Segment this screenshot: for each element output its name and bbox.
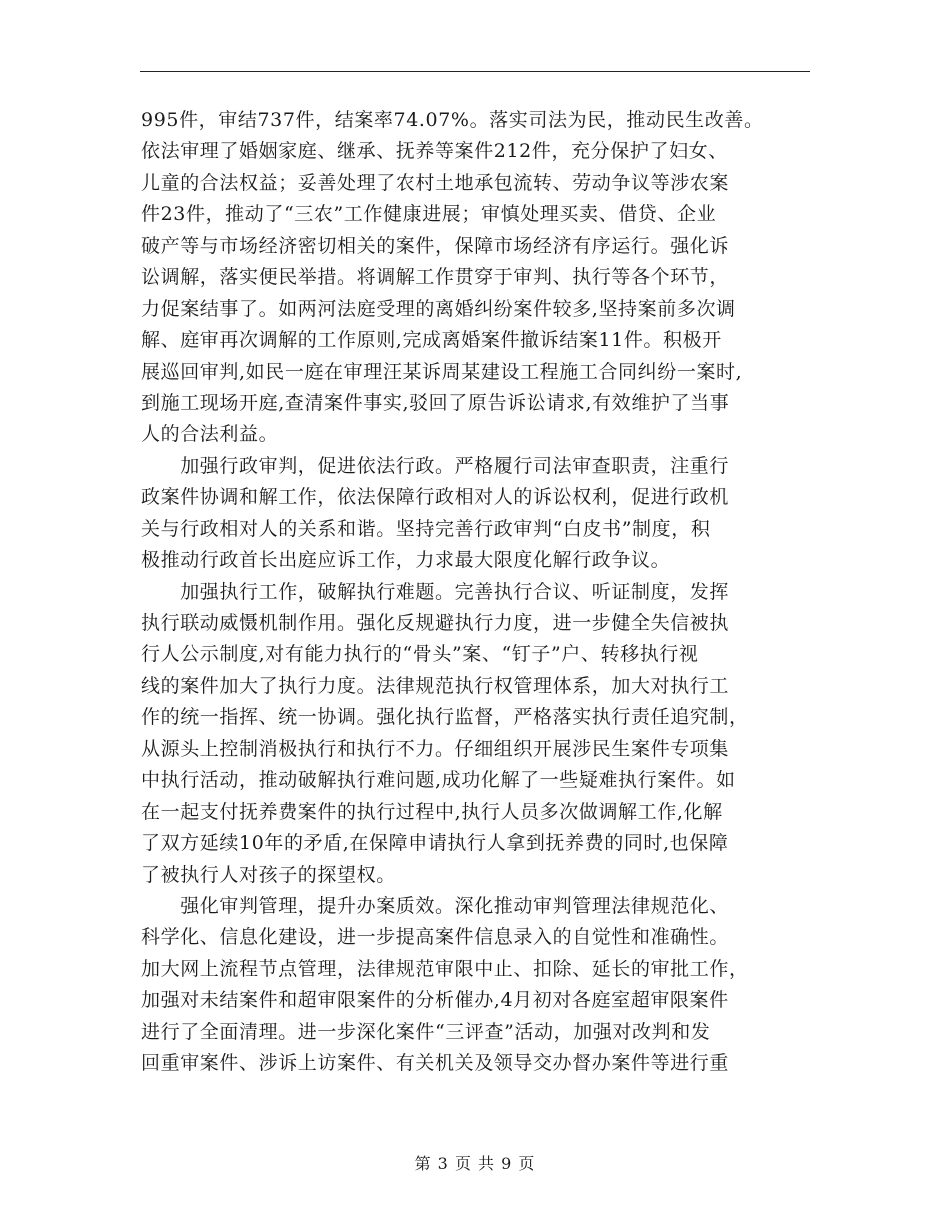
text-line: 995件，审结737件，结案率74.07%。落实司法为民，推动民生改善。 xyxy=(141,109,764,131)
text-line: 人的合法利益。 xyxy=(141,423,279,446)
text-line: 加强行政审判，促进依法行政。严格履行司法审查职责，注重行 xyxy=(141,454,730,477)
text-line: 加强执行工作，破解执行难题。完善执行合议、听证制度，发挥 xyxy=(141,580,730,603)
text-line: 从源头上控制消极执行和执行不力。仔细组织开展涉民生案件专项集 xyxy=(141,737,730,760)
document-body xyxy=(141,105,831,1080)
text-line: 加大网上流程节点管理，法律规范审限中止、扣除、延长的审批工作， xyxy=(141,957,749,980)
text-line: 解、庭审再次调解的工作原则,完成离婚案件撤诉结案11件。积极开 xyxy=(141,329,722,352)
text-line: 政案件协调和解工作，依法保障行政相对人的诉讼权利，促进行政机 xyxy=(141,486,730,509)
text-line: 讼调解，落实便民举措。将调解工作贯穿于审判、执行等各个环节， xyxy=(141,266,730,289)
text-line: 线的案件加大了执行力度。法律规范执行权管理体系，加大对执行工 xyxy=(141,674,730,697)
text-line: 了双方延续10年的矛盾,在保障申请执行人拿到抚养费的同时,也保障 xyxy=(141,832,729,855)
text-line: 回重审案件、涉诉上访案件、有关机关及领导交办督办案件等进行重 xyxy=(141,1052,730,1075)
text-line: 行人公示制度,对有能力执行的“骨头”案、“钉子”户、转移执行视 xyxy=(141,643,699,666)
text-line: 破产等与市场经济密切相关的案件，保障市场经济有序运行。强化诉 xyxy=(141,234,730,257)
text-line: 到施工现场开庭,查清案件事实,驳回了原告诉讼请求,有效维护了当事 xyxy=(141,391,730,414)
page-number: 第 3 页 共 9 页 xyxy=(414,1154,536,1173)
text-line: 了被执行人对孩子的探望权。 xyxy=(141,863,396,886)
text-line: 力促案结事了。如两河法庭受理的离婚纠纷案件较多,坚持案前多次调 xyxy=(141,297,736,320)
text-line: 执行联动威慑机制作用。强化反规避执行力度，进一步健全失信被执 xyxy=(141,612,730,634)
text-line: 关与行政相对人的关系和谐。坚持完善行政审判“白皮书”制度，积 xyxy=(141,517,711,540)
text-line: 进行了全面清理。进一步深化案件“三评查”活动，加强对改判和发 xyxy=(141,1020,711,1043)
text-line: 中执行活动，推动破解执行难问题,成功化解了一些疑难执行案件。如 xyxy=(141,769,736,792)
text-line: 加强对未结案件和超审限案件的分析催办,4月初对各庭室超审限案件 xyxy=(141,989,729,1012)
text-line: 展巡回审判,如民一庭在审理汪某诉周某建设工程施工合同纠纷一案时, xyxy=(141,360,743,383)
header-rule xyxy=(140,71,810,72)
text-line: 依法审理了婚姻家庭、继承、抚养等案件212件，充分保护了妇女、 xyxy=(141,140,728,163)
text-line: 件23件，推动了“三农”工作健康进展；审慎处理买卖、借贷、企业 xyxy=(141,203,717,226)
text-line: 极推动行政首长出庭应诉工作，力求最大限度化解行政争议。 xyxy=(141,549,671,572)
text-line: 在一起支付抚养费案件的执行过程中,执行人员多次做调解工作,化解 xyxy=(141,800,723,823)
text-line: 科学化、信息化建设，进一步提高案件信息录入的自觉性和准确性。 xyxy=(141,926,730,949)
text-line: 强化审判管理，提升办案质效。深化推动审判管理法律规范化、 xyxy=(141,894,730,917)
text-line: 作的统一指挥、统一协调。强化执行监督，严格落实执行责任追究制， xyxy=(141,706,749,729)
text-line: 儿童的合法权益；妥善处理了农村土地承包流转、劳动争议等涉农案 xyxy=(141,171,730,194)
